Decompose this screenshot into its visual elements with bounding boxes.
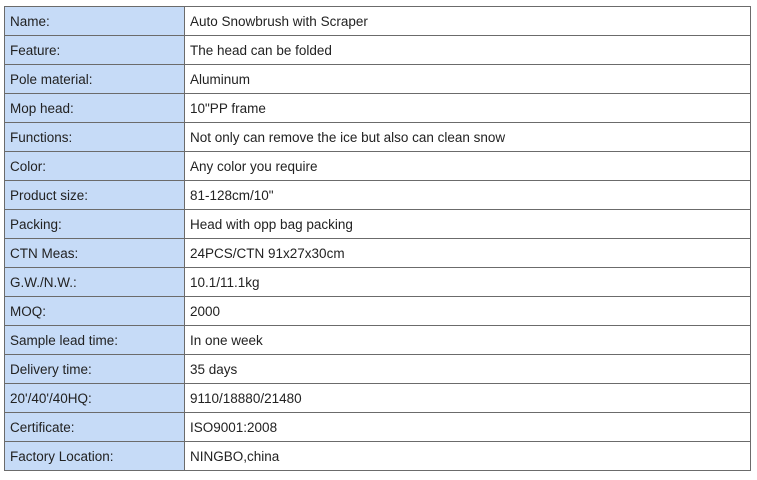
spec-label: Packing:: [5, 210, 185, 239]
table-row: [5, 65, 751, 94]
spec-label: Name:: [5, 7, 185, 36]
spec-value: 9110/18880/21480: [185, 384, 751, 413]
table-row: [5, 384, 751, 413]
spec-label: Certificate:: [5, 413, 185, 442]
spec-value: Aluminum: [185, 65, 751, 94]
spec-label: Functions:: [5, 123, 185, 152]
spec-value: Not only can remove the ice but also can clean snow: [185, 123, 751, 152]
spec-value: Any color you require: [185, 152, 751, 181]
spec-label: Product size:: [5, 181, 185, 210]
spec-label: CTN Meas:: [5, 239, 185, 268]
spec-value: 81-128cm/10": [185, 181, 751, 210]
table-row: [5, 36, 751, 65]
spec-label: Pole material:: [5, 65, 185, 94]
spec-value: Head with opp bag packing: [185, 210, 751, 239]
table-row: [5, 123, 751, 152]
table-row: [5, 94, 751, 123]
spec-label: Delivery time:: [5, 355, 185, 384]
spec-label: G.W./N.W.:: [5, 268, 185, 297]
spec-label: Sample lead time:: [5, 326, 185, 355]
spec-label: Feature:: [5, 36, 185, 65]
spec-value: In one week: [185, 326, 751, 355]
spec-value: 2000: [185, 297, 751, 326]
table-row: [5, 268, 751, 297]
spec-value: 10.1/11.1kg: [185, 268, 751, 297]
table-row: [5, 413, 751, 442]
spec-label: 20'/40'/40HQ:: [5, 384, 185, 413]
table-row: [5, 326, 751, 355]
spec-value: NINGBO,china: [185, 442, 751, 471]
table-row: [5, 181, 751, 210]
spec-label: MOQ:: [5, 297, 185, 326]
table-row: [5, 442, 751, 471]
spec-value: 24PCS/CTN 91x27x30cm: [185, 239, 751, 268]
product-spec-table: [4, 6, 751, 471]
spec-value: The head can be folded: [185, 36, 751, 65]
table-row: [5, 297, 751, 326]
spec-value: ISO9001:2008: [185, 413, 751, 442]
spec-value: Auto Snowbrush with Scraper: [185, 7, 751, 36]
table-row: [5, 210, 751, 239]
spec-value: 35 days: [185, 355, 751, 384]
spec-label: Color:: [5, 152, 185, 181]
table-row: [5, 239, 751, 268]
table-row: [5, 355, 751, 384]
spec-label: Mop head:: [5, 94, 185, 123]
table-row: [5, 7, 751, 36]
spec-label: Factory Location:: [5, 442, 185, 471]
table-row: [5, 152, 751, 181]
spec-value: 10"PP frame: [185, 94, 751, 123]
